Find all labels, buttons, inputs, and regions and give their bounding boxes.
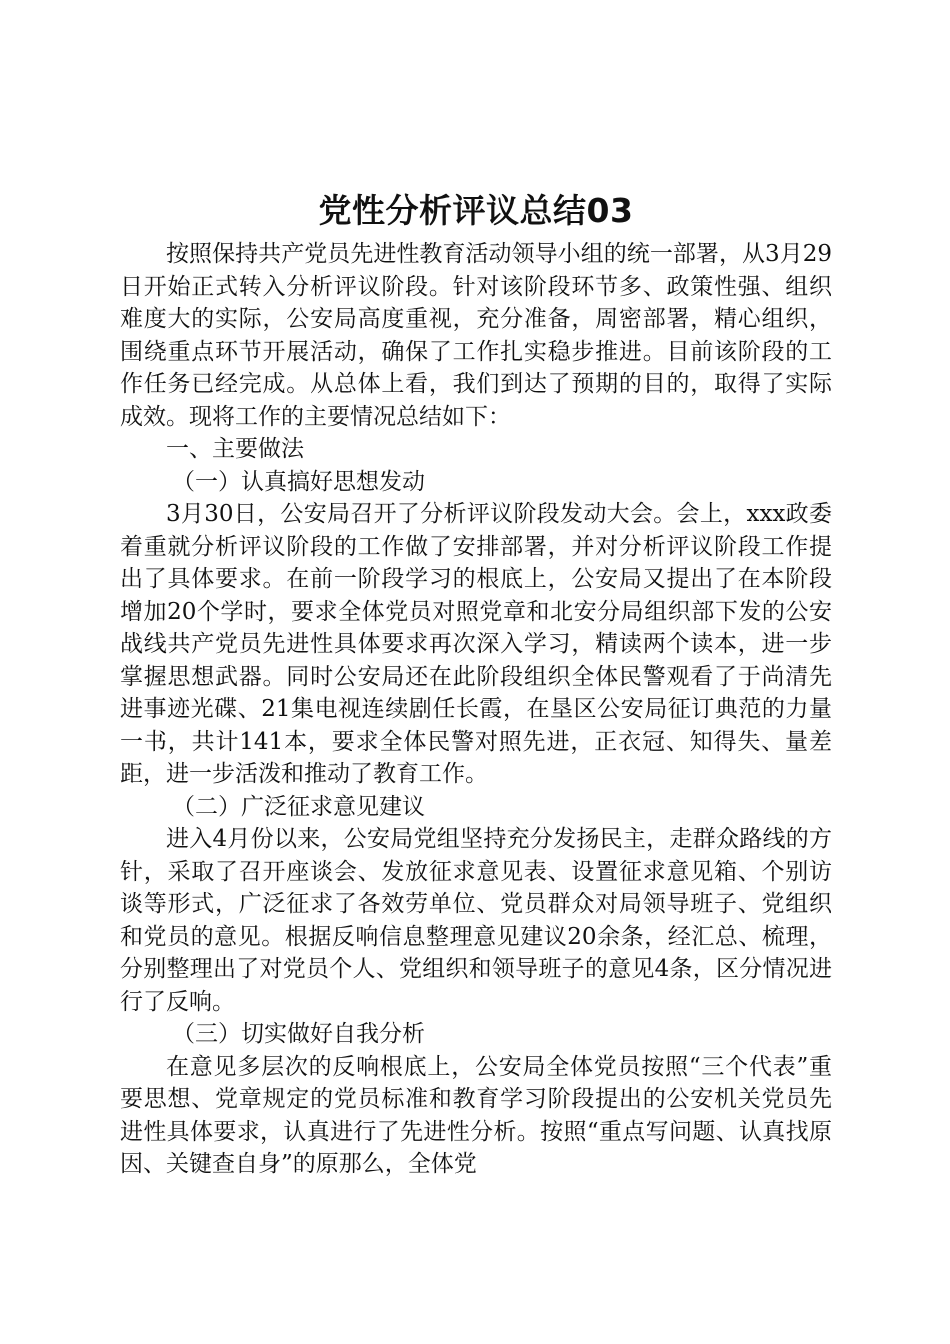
subsection-2-paragraph: 进入4月份以来，公安局党组坚持充分发扬民主，走群众路线的方针，采取了召开座谈会、发放征求意见表、设置征求意见箱、个别访谈等形式，广泛征求了各效劳单位、党员群众对局领导班子、党组织和党员的意见。根据反响信息整理意见建议20余条，经汇总、梳理，分别整理出了对党员个人、党组织和领导班子的意见4条，区分情况进行了反响。	[120, 826, 832, 1015]
document-page	[120, 182, 832, 1181]
subsection-heading-2: （二）广泛征求意见建议	[172, 793, 425, 820]
document-title: 党性分析评议总结03	[318, 191, 634, 230]
section-heading-main-methods: 一、主要做法	[166, 436, 304, 462]
subsection-1-paragraph: 3月30日，公安局召开了分析评议阶段发动大会。会上，xxx政委着重就分析评议阶段的工作做了安排部署，并对分析评议阶段工作提出了具体要求。在前一阶段学习的根底上，公安局又提出了在本阶段增加20个学时，要求全体党员对照党章和北安分局组织部下发的公安战线共产党员先进性具体要求再次深入学习，精读两个读本，进一步掌握思想武器。同时公安局还在此阶段组织全体民警观看了于尚清先进事迹光碟、21集电视连续剧任长霞，在垦区公安局征订典范的力量一书，共计141本，要求全体民警对照先进，正衣冠、知得失、量差距，进一步活泼和推动了教育工作。	[120, 501, 832, 787]
subsection-heading-3: （三）切实做好自我分析	[172, 1021, 425, 1047]
subsection-3-paragraph: 在意见多层次的反响根底上，公安局全体党员按照“三个代表”重要思想、党章规定的党员标准和教育学习阶段提出的公安机关党员先进性具体要求，认真进行了先进性分析。按照“重点写问题、认真找原因、关键查自身”的原那么，全体党	[120, 1053, 832, 1177]
subsection-heading-1: （一）认真搞好思想发动	[172, 468, 425, 495]
intro-paragraph: 按照保持共产党员先进性教育活动领导小组的统一部署，从3月29日开始正式转入分析评议阶段。针对该阶段环节多、政策性强、组织难度大的实际，公安局高度重视，充分准备，周密部署，精心组织，围绕重点环节开展活动，确保了工作扎实稳步推进。目前该阶段的工作任务已经完成。从总体上看，我们到达了预期的目的，取得了实际成效。现将工作的主要情况总结如下：	[120, 241, 832, 430]
